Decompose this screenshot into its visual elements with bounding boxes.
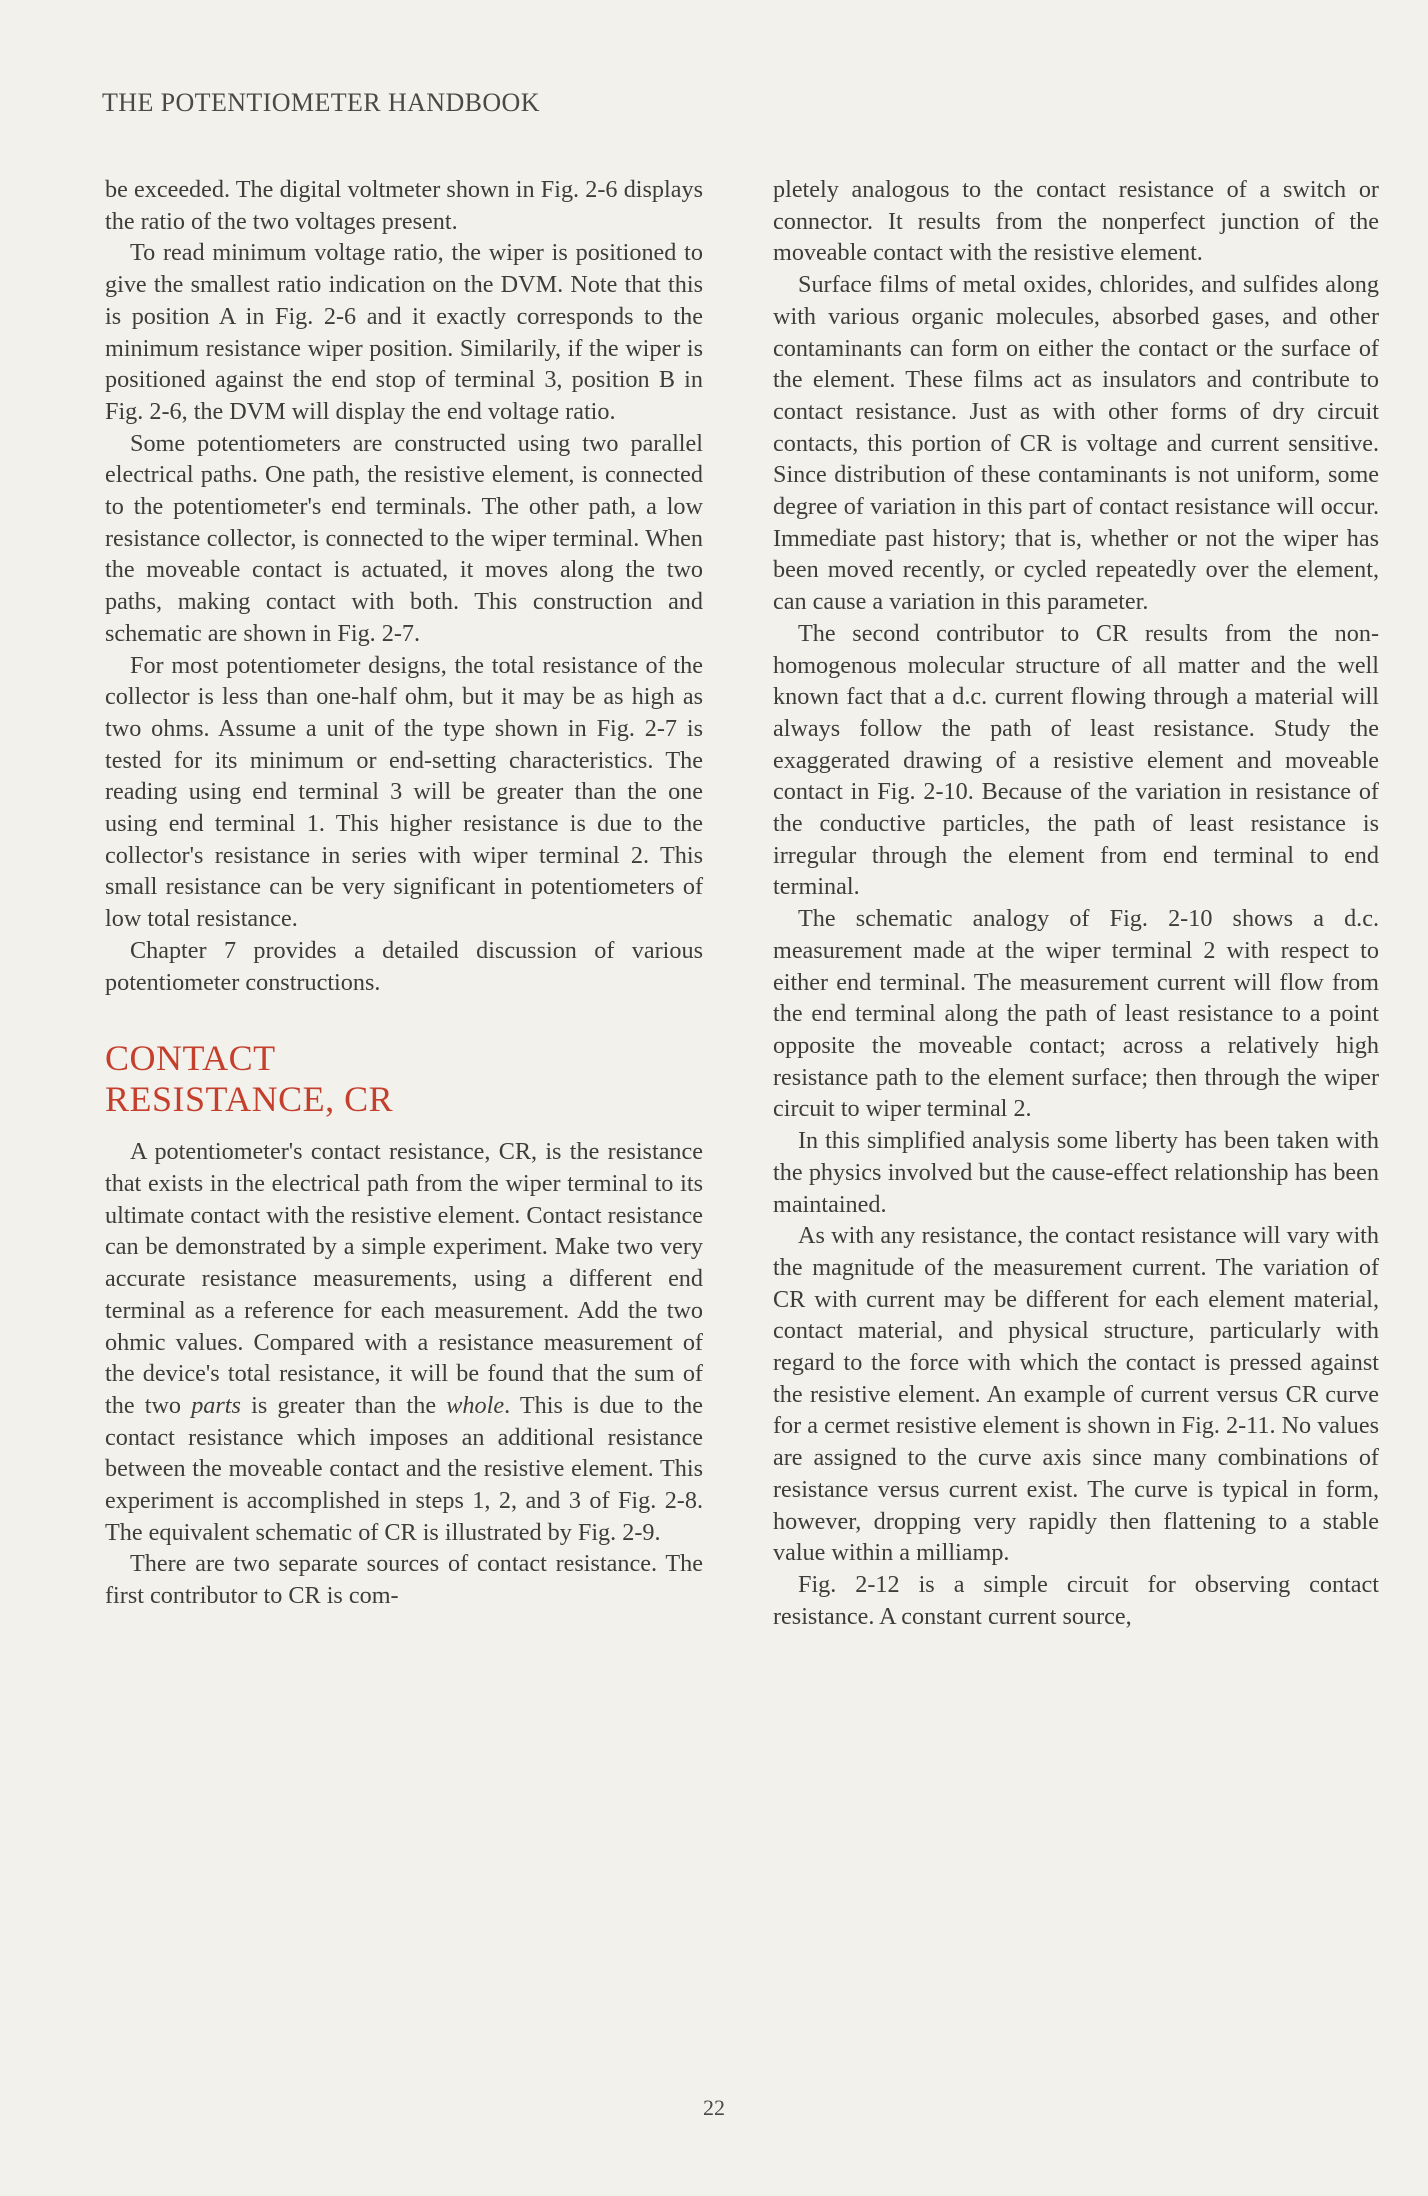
emphasis-whole: whole: [446, 1391, 505, 1419]
left-column: [105, 174, 703, 1612]
right-column: [773, 174, 1379, 1632]
left-paragraph-4: For most potentiometer designs, the total resistance of the collector is less than one-half ohm, but it may be as high as two ohms. Assume a unit of the type shown in Fig. 2-7 is tested for its minimum or end-setting characteristics. The reading using end terminal 3 will be greater than the one using end terminal 1. This higher resistance is due to the collector's resistance in series with wiper terminal 2. This small resistance can be very significant in potentiometers of low total resistance.: [105, 651, 703, 933]
left-paragraph-6-part-c: . This is due to the contact resistance which imposes an additional resistance between the moveable contact and the resistive element. This experiment is accomplished in steps 1, 2, and 3 of Fig. 2-8. The equivalent schematic of CR is illustrated by Fig. 2-9.: [105, 1391, 703, 1546]
left-paragraph-1: be exceeded. The digital voltmeter shown in Fig. 2-6 displays the ratio of the two voltages present.: [105, 176, 703, 235]
left-paragraph-3: Some potentiometers are constructed using two parallel electrical paths. One path, the resistive element, is connected to the potentiometer's end terminals. The other path, a low resistance collector, is connected to the wiper terminal. When the moveable contact is actuated, it moves along the two paths, making contact with both. This construction and schematic are shown in Fig. 2-7.: [105, 429, 703, 647]
left-paragraph-6-part-a: A potentiometer's contact resistance, CR, is the resistance that exists in the electrical path from the wiper terminal to its ultimate contact with the resistive element. Contact resistance can be demonstrated by a simple experiment. Make two very accurate resistance measurements, using a different end terminal as a reference for each measurement. Add the two ohmic values. Compared with a resistance measurement of the device's total resistance, it will be found that the sum of the two: [105, 1138, 703, 1419]
right-paragraph-2: Surface films of metal oxides, chlorides, and sulfides along with various organic molecules, absorbed gases, and other contaminants can form on either the contact or the surface of the element. These films act as insulators and contribute to contact resistance. Just as with other forms of dry circuit contacts, this portion of CR is voltage and current sensitive. Since distribution of these contaminants is not uniform, some degree of variation in this part of contact resistance will occur. Immediate past history; that is, whether or not the wiper has been moved recently, or cycled repeatedly over the element, can cause a variation in this parameter.: [773, 271, 1379, 616]
running-head: THE POTENTIOMETER HANDBOOK: [102, 88, 540, 117]
right-paragraph-7: Fig. 2-12 is a simple circuit for observing contact resistance. A constant current source,: [773, 1570, 1379, 1630]
left-paragraph-2: To read minimum voltage ratio, the wiper is positioned to give the smallest ratio indication on the DVM. Note that this is position A in Fig. 2-6 and it exactly corresponds to the minimum resistance wiper position. Similarily, if the wiper is positioned against the end stop of terminal 3, position B in Fig. 2-6, the DVM will display the end voltage ratio.: [105, 239, 703, 425]
section-heading-line-1: CONTACT: [105, 1038, 276, 1079]
right-paragraph-3: The second contributor to CR results from the non-homogenous molecular structure of all matter and the well known fact that a d.c. current flowing through a material will always follow the path of least resistance. Study the exaggerated drawing of a resistive element and moveable contact in Fig. 2-10. Because of the variation in resistance of the conductive particles, the path of least resistance is irregular through the element from end terminal to end terminal.: [773, 619, 1379, 901]
emphasis-parts: parts: [191, 1391, 241, 1419]
page-number: 22: [703, 2095, 725, 2120]
right-paragraph-1: pletely analogous to the contact resistance of a switch or connector. It results from the nonperfect junction of the moveable contact with the resistive element.: [773, 176, 1379, 267]
section-heading-line-2: RESISTANCE, CR: [105, 1079, 394, 1120]
left-paragraph-5: Chapter 7 provides a detailed discussion of various potentiometer constructions.: [105, 936, 703, 996]
right-paragraph-6: As with any resistance, the contact resistance will vary with the magnitude of the measurement current. The variation of CR with current may be different for each element material, contact material, and physical structure, particularly with regard to the force with which the contact is pressed against the resistive element. An example of current versus CR curve for a cermet resistive element is shown in Fig. 2-11. No values are assigned to the curve axis since many combinations of resistance versus current exist. The curve is typical in form, however, dropping very rapidly then flattening to a stable value within a milliamp.: [773, 1222, 1379, 1567]
right-paragraph-5: In this simplified analysis some liberty has been taken with the physics involved but the cause-effect relationship has been maintained.: [773, 1127, 1379, 1218]
section-heading: [105, 1038, 703, 1120]
right-paragraph-4: The schematic analogy of Fig. 2-10 shows a d.c. measurement made at the wiper terminal 2 with respect to either end terminal. The measurement current will flow from the end terminal along the path of least resistance to a point opposite the moveable contact; across a relatively high resistance path to the element surface; then through the wiper circuit to wiper terminal 2.: [773, 905, 1379, 1123]
left-paragraph-7: There are two separate sources of contact resistance. The first contributor to CR is com-: [105, 1550, 703, 1610]
left-paragraph-6-part-b: is greater than the: [240, 1391, 447, 1419]
left-paragraph-6: [105, 1136, 703, 1548]
